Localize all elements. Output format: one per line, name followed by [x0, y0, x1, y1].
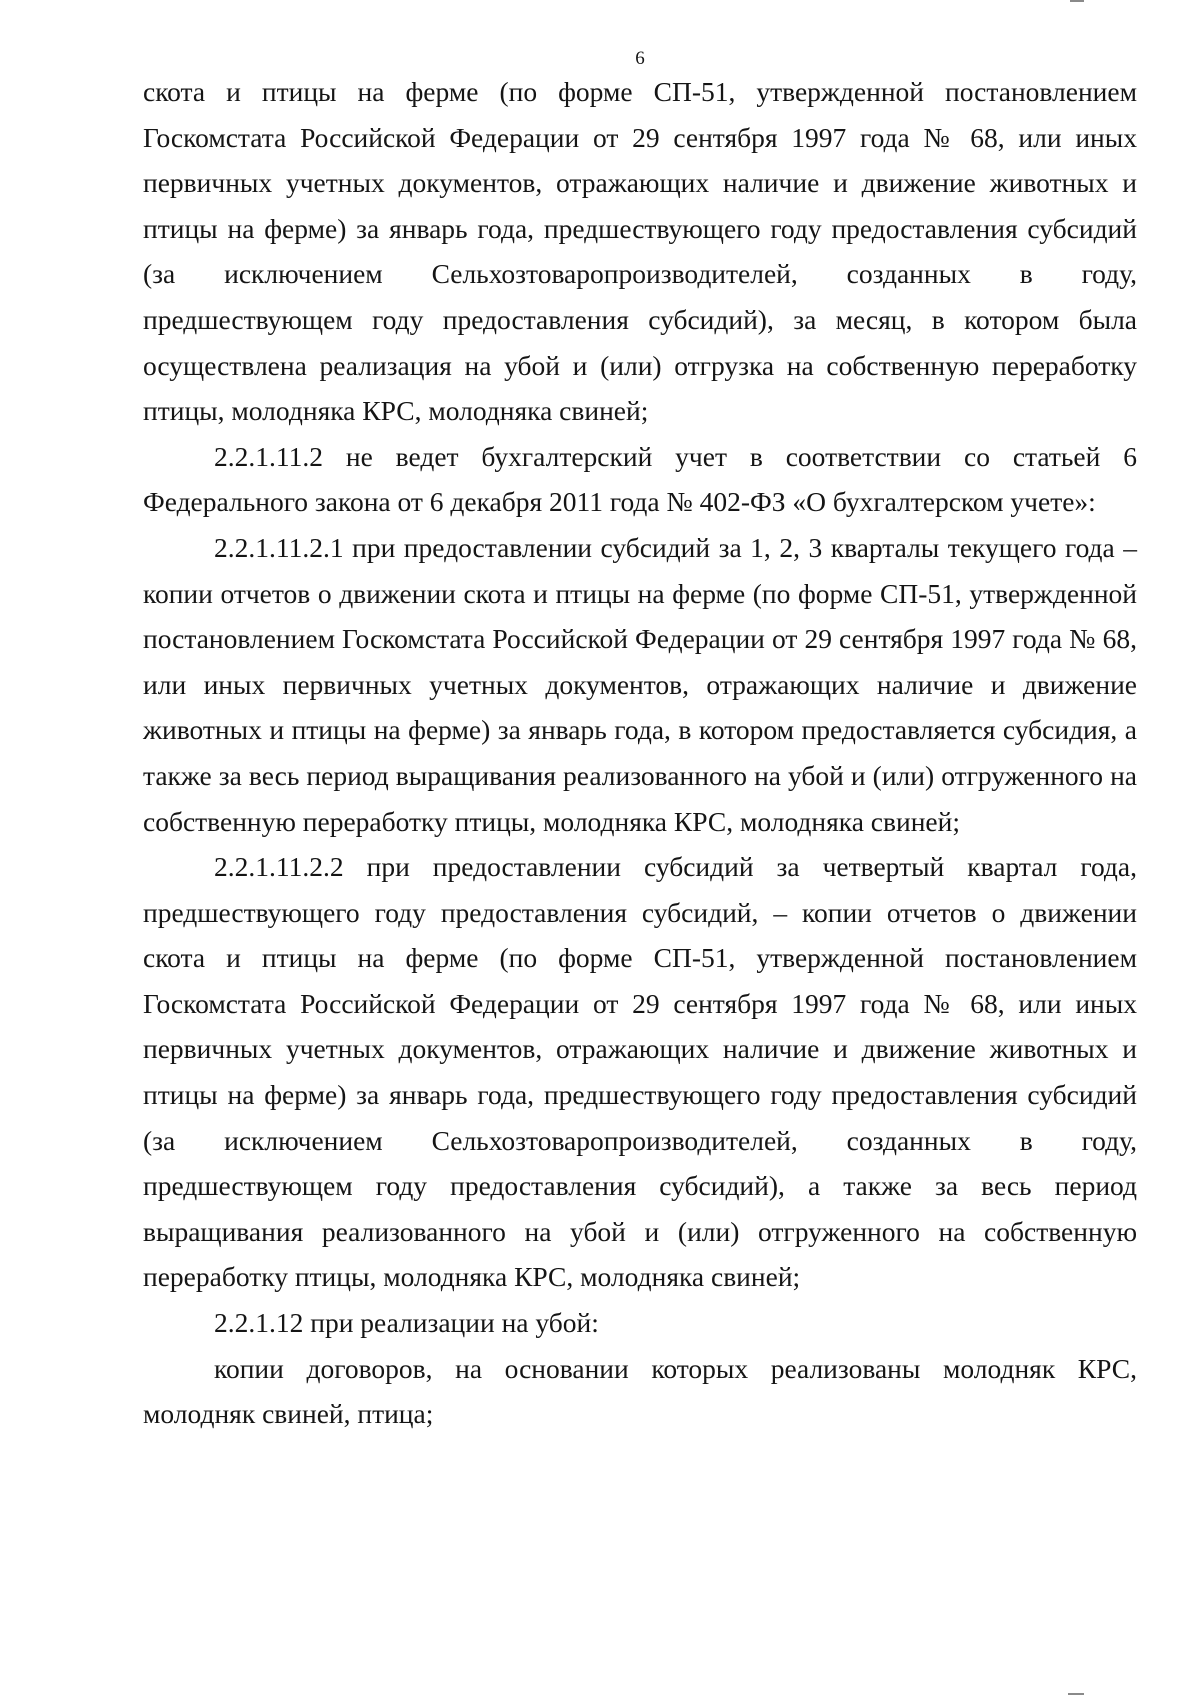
scan-mark-top-right [1070, 0, 1084, 2]
paragraph-contract-copies: копии договоров, на основании которых реализованы молодняк КРС, молодняк свиней, птица; [143, 1352, 1137, 1430]
scan-mark-bottom-right [1068, 1693, 1084, 1695]
page-number: 6 [635, 48, 645, 69]
document-body [143, 69, 1137, 1437]
paragraph-2-2-1-12: 2.2.1.12 при реализации на убой: [214, 1307, 599, 1339]
paragraph-continuation: скота и птицы на ферме (по форме СП-51, утвержденной постановлением Госкомстата Российской Федерации от 29 сентября 1997 года № 68, или иных первичных учетных документов, отражающих наличие и движение животных и птицы на ферме) за январь года, предшествующего году предоставления субсидий (за исключением Сельхозтоваропроизводителей, созданных в году, предшествующем году предоставления субсидий), за месяц, в котором была осуществлена реализация на убой и (или) отгрузка на собственную переработку птицы, молодняка КРС, молодняка свиней; [143, 76, 1137, 427]
paragraph-2-2-1-11-2: 2.2.1.11.2 не ведет бухгалтерский учет в соответствии со статьей 6 Федерального закона от 6 декабря 2011 года № 402-ФЗ «О бухгалтерском учете»: [143, 440, 1137, 518]
paragraph-2-2-1-11-2-2: 2.2.1.11.2.2 при предоставлении субсидий за четвертый квартал года, предшествующего году предоставления субсидий, – копии отчетов о движении скота и птицы на ферме (по форме СП-51, утвержденной постановлением Госкомстата Российской Федерации от 29 сентября 1997 года № 68, или иных первичных учетных документов, отражающих наличие и движение животных и птицы на ферме) за январь года, предшествующего году предоставления субсидий (за исключением Сельхозтоваропроизводителей, созданных в году, предшествующем году предоставления субсидий), а также за весь период выращивания реализованного на убой и (или) отгруженного на собственную переработку птицы, молодняка КРС, молодняка свиней; [143, 851, 1137, 1293]
paragraph-2-2-1-11-2-1: 2.2.1.11.2.1 при предоставлении субсидий за 1, 2, 3 кварталы текущего года – копии отчетов о движении скота и птицы на ферме (по форме СП-51, утвержденной постановлением Госкомстата Российской Федерации от 29 сентября 1997 года № 68, или иных первичных учетных документов, отражающих наличие и движение животных и птицы на ферме) за январь года, в котором предоставляется субсидия, а также за весь период выращивания реализованного на убой и (или) отгруженного на собственную переработку птицы, молодняка КРС, молодняка свиней; [143, 531, 1137, 837]
